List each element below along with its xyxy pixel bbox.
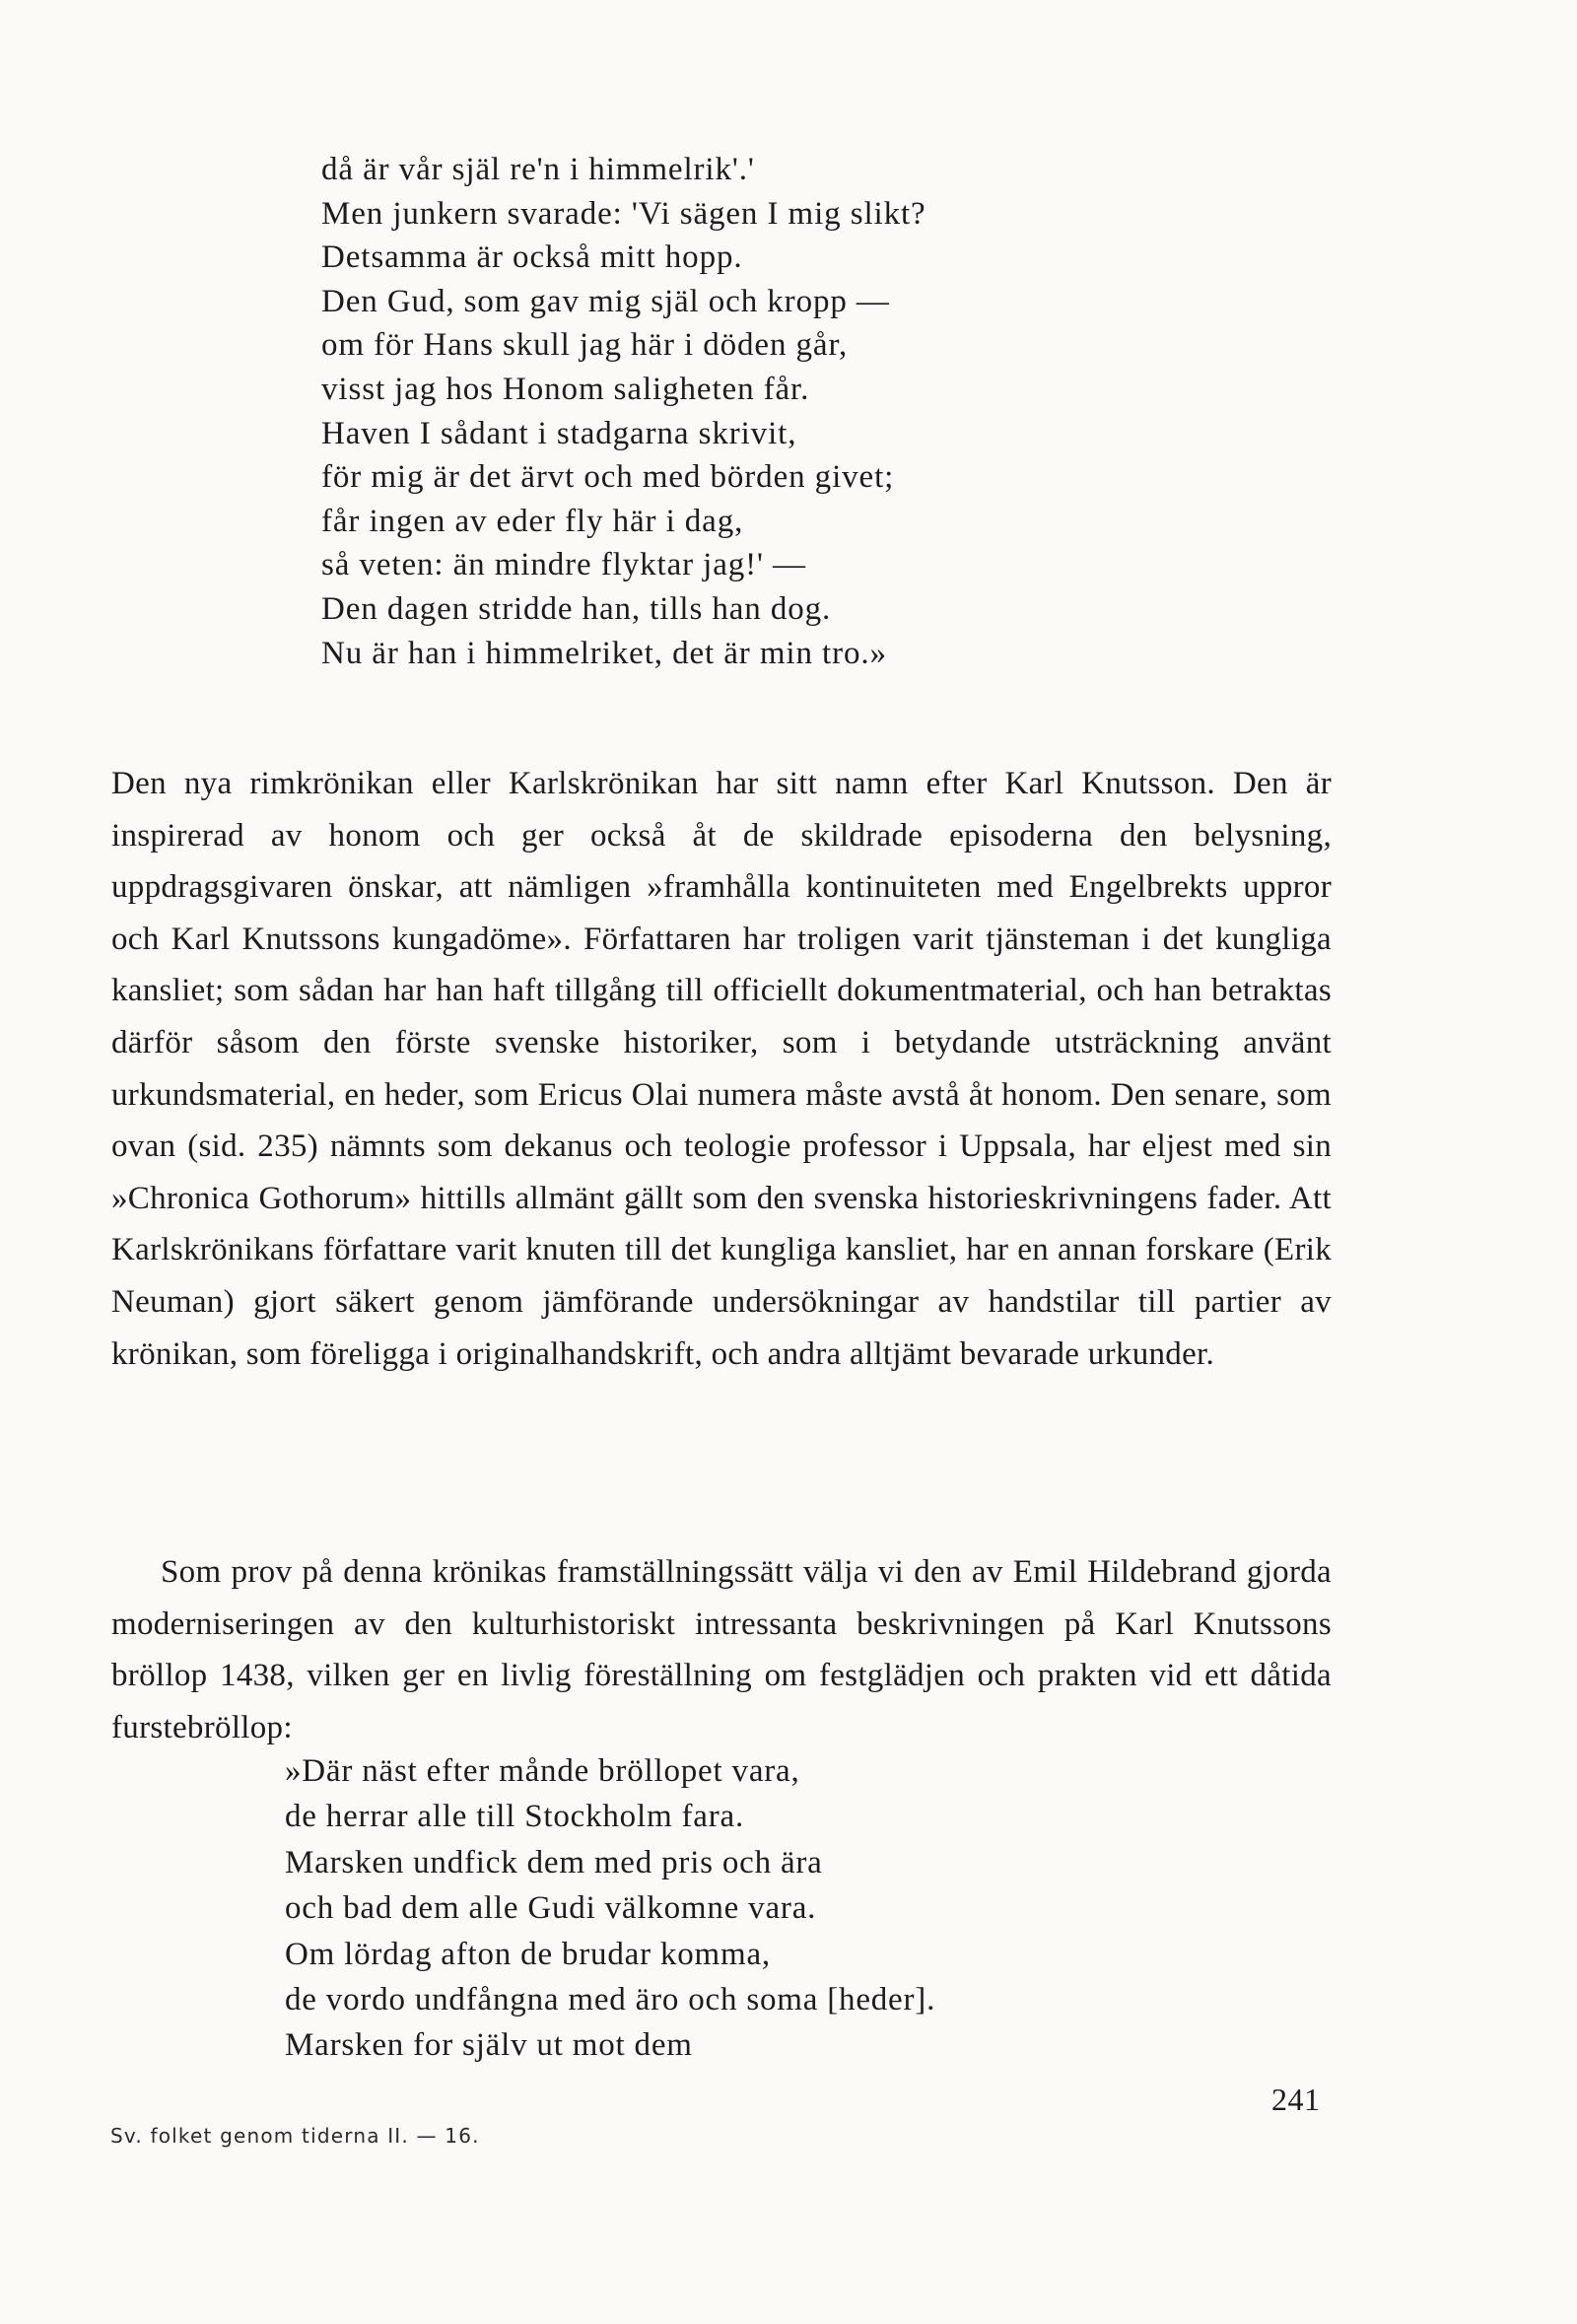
- verse-line: Detsamma är också mitt hopp.: [321, 239, 743, 276]
- footer-signature: Sv. folket genom tiderna II. — 16.: [110, 2124, 480, 2148]
- verse-line: då är vår själ re'n i himmelrik'.': [321, 152, 755, 187]
- verse-line: Nu är han i himmelriket, det är min tro.»: [321, 635, 887, 671]
- verse-line: de herrar alle till Stockholm fara.: [285, 1799, 744, 1835]
- verse-line: får ingen av eder fly här i dag,: [321, 503, 744, 539]
- body-paragraph: Den nya rimkrönikan eller Karlskrönikan har sitt namn efter Karl Knutsson. Den är inspirerad av honom och ger också åt de skildrade episoderna den belysning, uppdragsgivaren önskar, att nämligen »framhålla kontinuiteten med Engelbrekts uppror och Karl Knutssons kungadöme». Författaren har troligen varit tjänsteman i det kungliga kansliet; som sådan har han haft tillgång till officiellt dokumentmaterial, och han betraktas därför såsom den förste svenske historiker, som i betydande utsträckning använt urkundsmaterial, en heder, som Ericus Olai numera måste avstå åt honom. Den senare, som ovan (sid. 235) nämnts som dekanus och teologie professor i Uppsala, har eljest med sin »Chronica Gothorum» hittills allmänt gällt som den svenska historieskrivningens fader. Att Karlskrönikans författare varit knuten till det kungliga kansliet, har en annan forskare (Erik Neuman) gjort säkert genom jämförande undersökningar av handstilar till partier av krönikan, som föreligga i originalhandskrift, och andra alltjämt bevarade urkunder.: [111, 766, 1332, 1372]
- verse-line: för mig är det ärvt och med börden givet;: [321, 459, 895, 496]
- verse-line: om för Hans skull jag här i döden går,: [321, 327, 849, 364]
- verse-line: visst jag hos Honom saligheten får.: [321, 371, 810, 407]
- verse-line: Marsken for själv ut mot dem: [285, 2027, 693, 2064]
- verse-line: Marsken undfick dem med pris och ära: [285, 1844, 823, 1880]
- verse-line: Om lördag afton de brudar komma,: [285, 1936, 771, 1972]
- verse-line: Haven I sådant i stadgarna skrivit,: [321, 415, 797, 451]
- verse-line: »Där näst efter månde bröllopet vara,: [285, 1753, 800, 1789]
- verse-quote-bottom: [285, 1748, 935, 2069]
- verse-line: Den Gud, som gav mig själ och kropp —: [321, 283, 890, 319]
- verse-line: Men junkern svarade: 'Vi sägen I mig slikt?: [321, 195, 926, 232]
- body-paragraph: Som prov på denna krönikas framställningssätt välja vi den av Emil Hildebrand gjorda moderniseringen av den kulturhistoriskt intressanta beskrivningen på Karl Knutssons bröllop 1438, vilken ger en livlig föreställning om festglädjen och prakten vid ett dåtida furstebröllop:: [111, 1554, 1332, 1745]
- verse-quote-top: [321, 148, 926, 675]
- verse-line: Den dagen stridde han, tills han dog.: [321, 590, 832, 627]
- verse-line: de vordo undfångna med äro och soma [heder].: [285, 1982, 936, 2018]
- verse-line: och bad dem alle Gudi välkomne vara.: [285, 1890, 817, 1927]
- verse-line: så veten: än mindre flyktar jag!' —: [321, 547, 806, 583]
- page-number: 241: [1271, 2082, 1321, 2117]
